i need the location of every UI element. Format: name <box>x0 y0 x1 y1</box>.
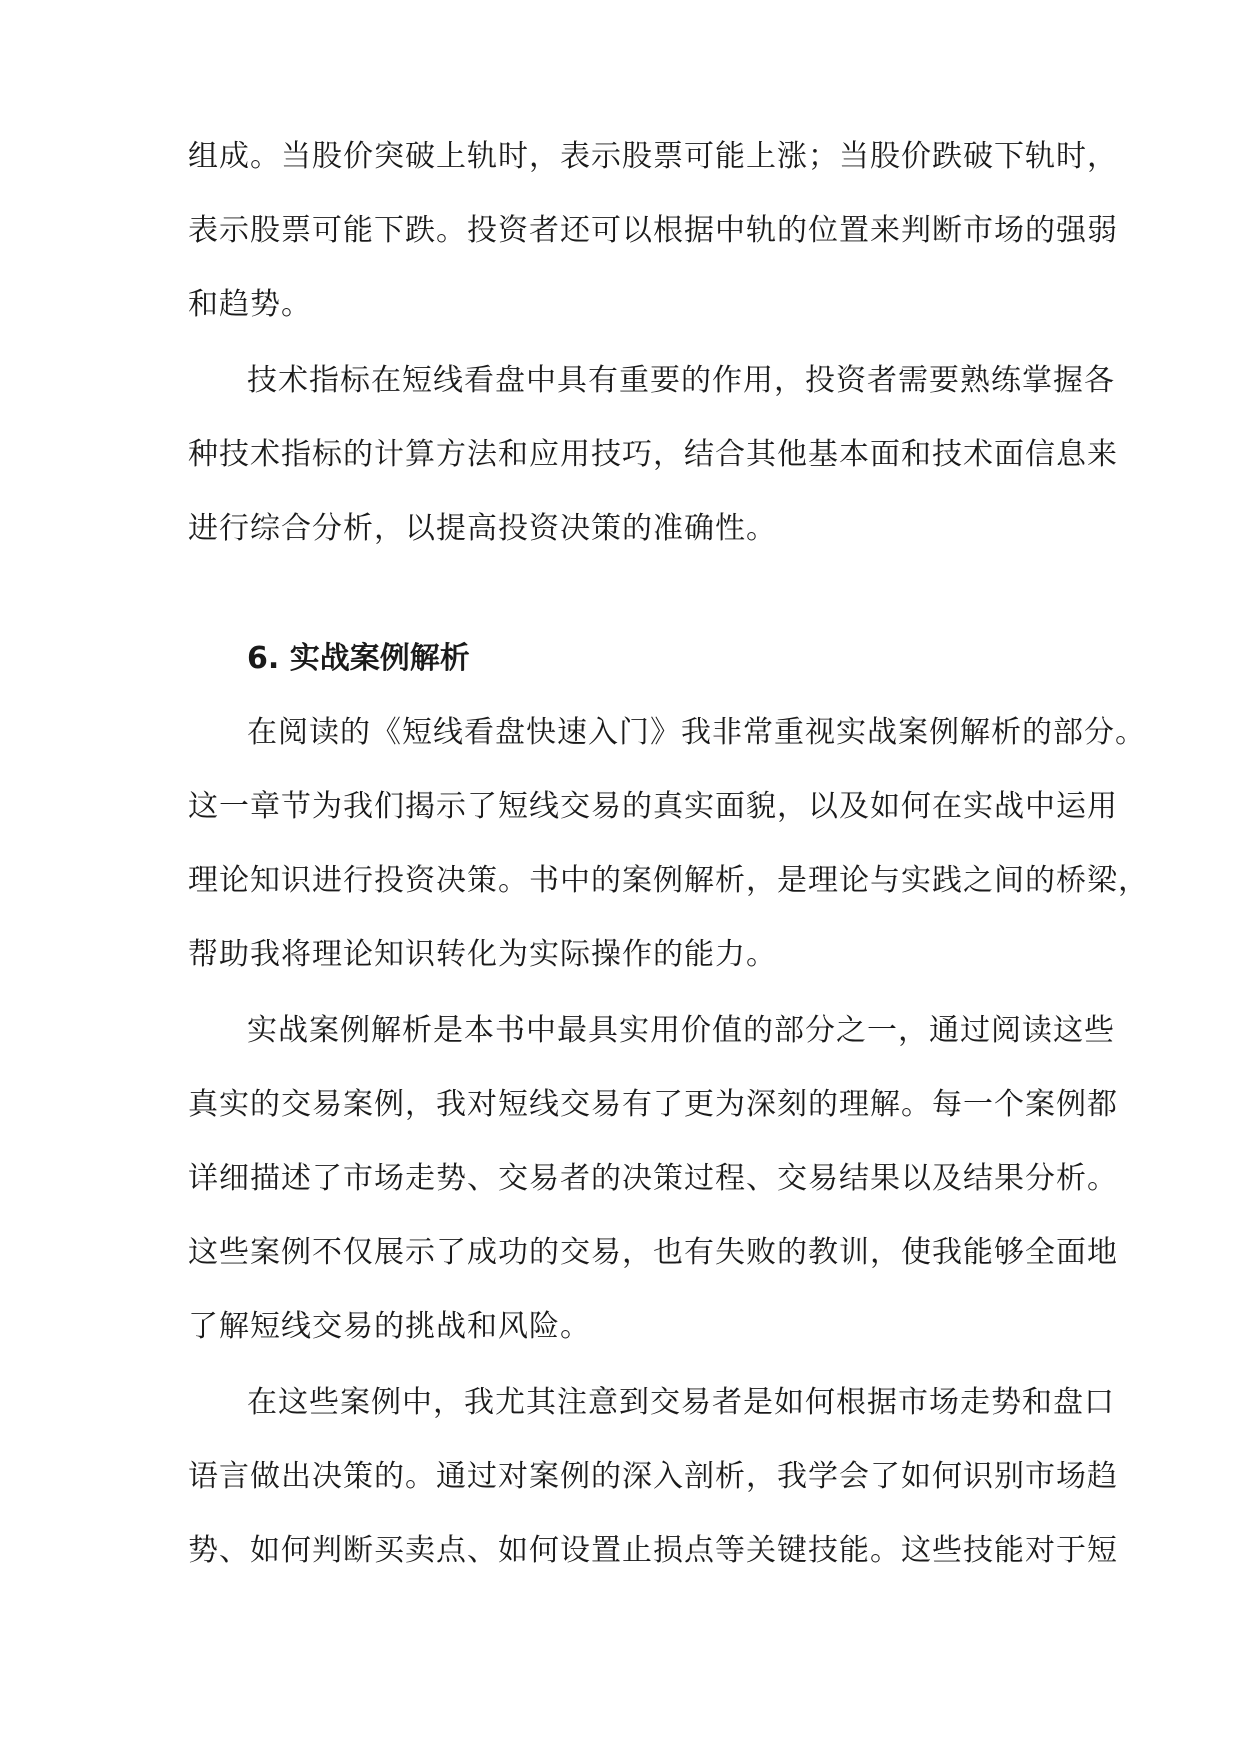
text-line: 这一章节为我们揭示了短线交易的真实面貌，以及如何在实战中运用 <box>188 789 1118 824</box>
section-heading: 6. 实战案例解析 <box>247 641 470 676</box>
text-line: 在这些案例中，我尤其注意到交易者是如何根据市场走势和盘口 <box>247 1385 1115 1420</box>
paragraph-case-intro <box>188 696 1149 992</box>
paragraph-case-value <box>188 994 1118 1364</box>
text-line: 和趋势。 <box>188 287 312 322</box>
text-line: 表示股票可能下跌。投资者还可以根据中轨的位置来判断市场的强弱 <box>188 213 1118 248</box>
text-line: 进行综合分析，以提高投资决策的准确性。 <box>188 511 777 546</box>
paragraph-bollinger-summary <box>188 120 1118 342</box>
text-line: 真实的交易案例，我对短线交易有了更为深刻的理解。每一个案例都 <box>188 1087 1118 1122</box>
paragraph-indicators-conclusion <box>188 344 1118 566</box>
text-line: 势、如何判断买卖点、如何设置止损点等关键技能。这些技能对于短 <box>188 1533 1118 1568</box>
text-line: 这些案例不仅展示了成功的交易，也有失败的教训，使我能够全面地 <box>188 1235 1118 1270</box>
text-line: 了解短线交易的挑战和风险。 <box>188 1309 591 1344</box>
text-line: 语言做出决策的。通过对案例的深入剖析，我学会了如何识别市场趋 <box>188 1459 1118 1494</box>
text-line: 帮助我将理论知识转化为实际操作的能力。 <box>188 937 777 972</box>
text-line: 技术指标在短线看盘中具有重要的作用，投资者需要熟练掌握各 <box>247 363 1115 398</box>
text-line: 在阅读的《短线看盘快速入门》我非常重视实战案例解析的部分。 <box>247 715 1146 750</box>
text-line: 组成。当股价突破上轨时，表示股票可能上涨；当股价跌破下轨时， <box>188 139 1118 174</box>
text-line: 种技术指标的计算方法和应用技巧，结合其他基本面和技术面信息来 <box>188 437 1118 472</box>
text-line: 详细描述了市场走势、交易者的决策过程、交易结果以及结果分析。 <box>188 1161 1118 1196</box>
text-line: 理论知识进行投资决策。书中的案例解析，是理论与实践之间的桥梁， <box>188 863 1149 898</box>
text-line: 实战案例解析是本书中最具实用价值的部分之一，通过阅读这些 <box>247 1013 1115 1048</box>
paragraph-case-skills <box>188 1366 1118 1588</box>
